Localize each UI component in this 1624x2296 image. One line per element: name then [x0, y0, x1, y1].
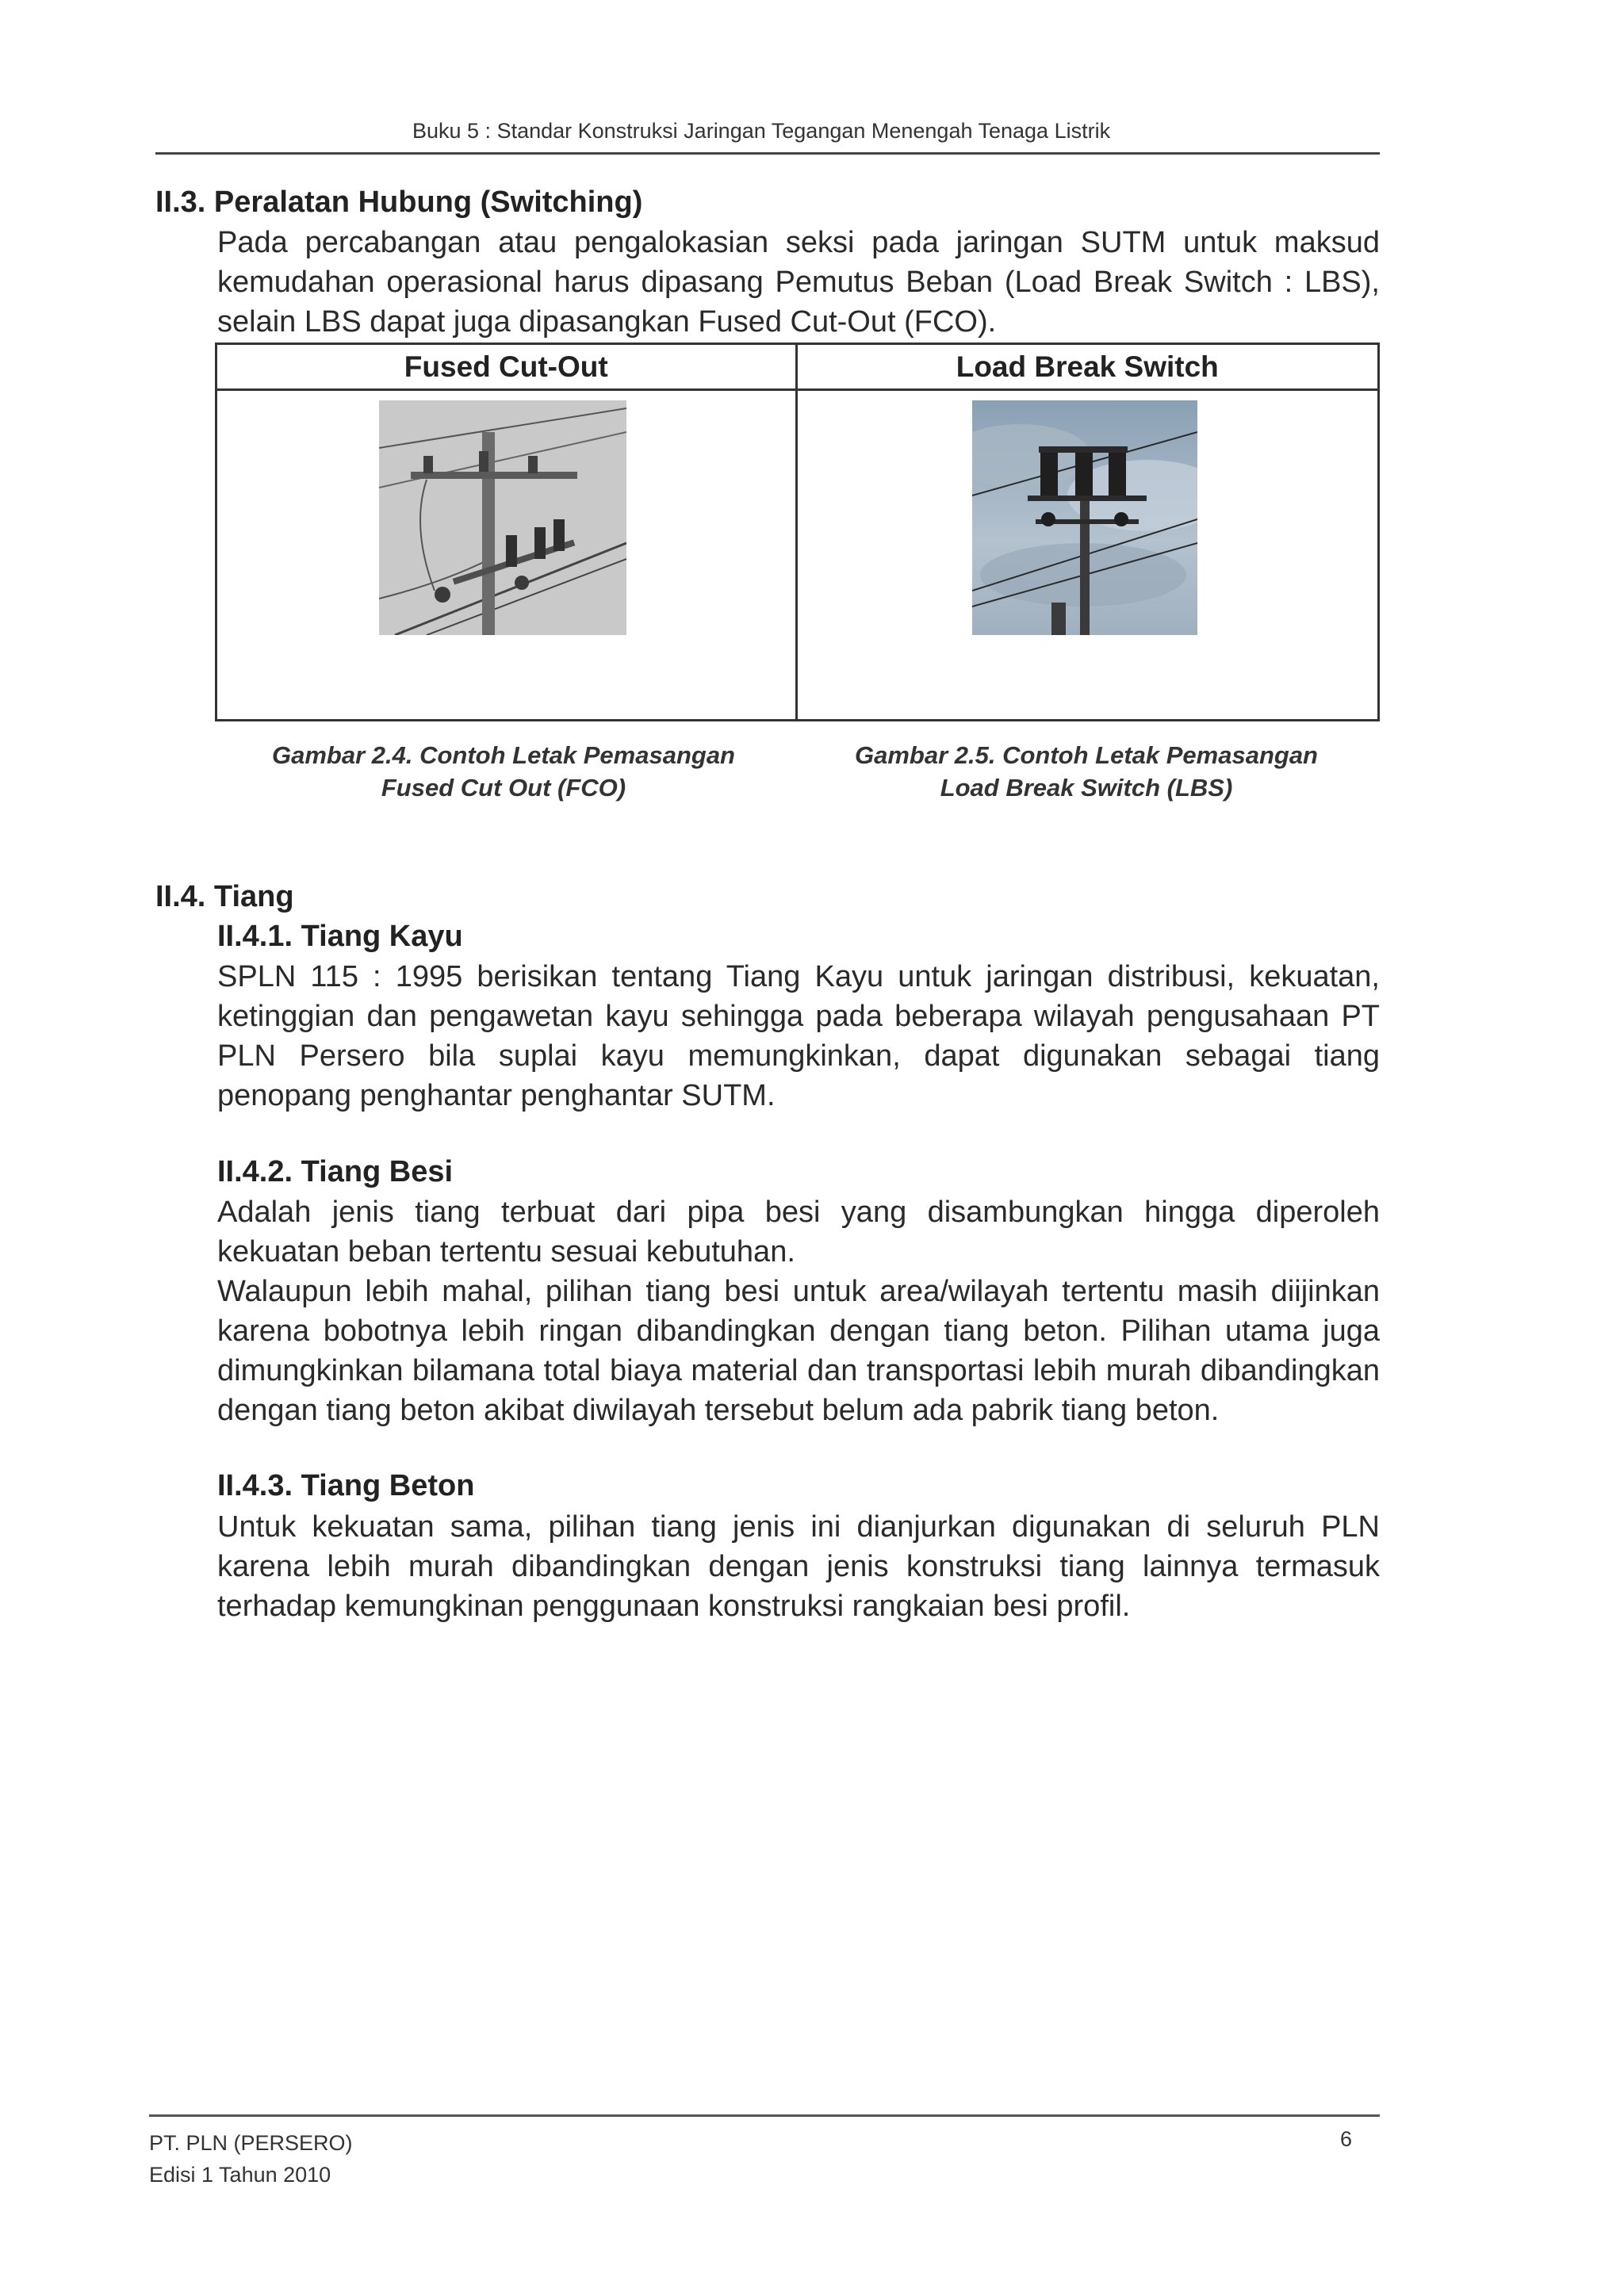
paragraph-text: Adalah jenis tiang terbuat dari pipa besi yang disambungkan hingga diperoleh kekuatan beban tertentu sesuai kebutuhan.	[217, 1196, 1380, 1269]
table-header-fco: Fused Cut-Out	[217, 345, 798, 391]
subsection-2-4-3-paragraph	[217, 1507, 1380, 1626]
running-header: Buku 5 : Standar Konstruksi Jaringan Tegangan Menengah Tenaga Listrik	[412, 119, 1111, 143]
paragraph-text: SPLN 115 : 1995 berisikan tentang Tiang Kayu untuk jaringan distribusi, kekuatan, ketinggian dan pengawetan kayu sehingga pada beberapa wilayah pengusahaan PT PLN Persero bila suplai kayu memungkinkan, dapat digunakan sebagai tiang penopang penghantar penghantar SUTM.	[217, 960, 1380, 1112]
header-rule	[155, 152, 1380, 155]
footer-info	[149, 2127, 353, 2191]
page-number: 6	[1340, 2127, 1353, 2151]
section-heading-2-3: II.3. Peralatan Hubung (Switching)	[155, 186, 643, 219]
paragraph-text: Walaupun lebih mahal, pilihan tiang besi untuk area/wilayah tertentu masih diijinkan karena bobotnya lebih ringan dibandingkan dengan tiang beton. Pilihan utama juga dimungkinkan bilamana total biaya material dan transportasi lebih murah dibandingkan dengan tiang beton akibat diwilayah tersebut belum ada pabrik tiang beton.	[217, 1275, 1380, 1427]
section-heading-2-4: II.4. Tiang	[155, 880, 294, 913]
subsection-heading-2-4-3: II.4.3. Tiang Beton	[217, 1469, 475, 1502]
paragraph-text: Untuk kekuatan sama, pilihan tiang jenis ini dianjurkan digunakan di seluruh PLN karena lebih murah dibandingkan dengan jenis konstruksi tiang lainnya termasuk terhadap kemungkinan penggunaan konstruksi rangkaian besi profil.	[217, 1510, 1380, 1623]
figure-table	[215, 342, 1380, 721]
footer-company: PT. PLN (PERSERO)	[149, 2131, 353, 2155]
paragraph-text: Pada percabangan atau pengalokasian seksi pada jaringan SUTM untuk maksud kemudahan operasional harus dipasang Pemutus Beban (Load Break Switch : LBS), selain LBS dapat juga dipasangkan Fused Cut-Out (FCO).	[217, 226, 1380, 339]
figure-caption-fco	[230, 739, 777, 804]
subsection-2-4-1-paragraph	[217, 957, 1380, 1115]
figure-caption-lbs	[813, 739, 1360, 804]
table-header-lbs: Load Break Switch	[798, 345, 1378, 391]
fco-photo	[379, 400, 626, 635]
table-cell-fco	[217, 391, 798, 719]
caption-line: Gambar 2.4. Contoh Letak Pemasangan	[271, 741, 735, 769]
section-2-3-paragraph	[217, 223, 1380, 342]
subsection-2-4-2-paragraph	[217, 1192, 1380, 1430]
table-cell-lbs	[798, 391, 1378, 719]
subsection-heading-2-4-2: II.4.2. Tiang Besi	[217, 1155, 454, 1188]
subsection-heading-2-4-1: II.4.1. Tiang Kayu	[217, 920, 463, 953]
caption-line: Fused Cut Out (FCO)	[381, 774, 626, 802]
lbs-photo	[972, 400, 1197, 635]
footer-rule	[149, 2114, 1380, 2117]
caption-line: Gambar 2.5. Contoh Letak Pemasangan	[854, 741, 1318, 769]
footer-edition: Edisi 1 Tahun 2010	[149, 2163, 331, 2187]
caption-line: Load Break Switch (LBS)	[940, 774, 1233, 802]
